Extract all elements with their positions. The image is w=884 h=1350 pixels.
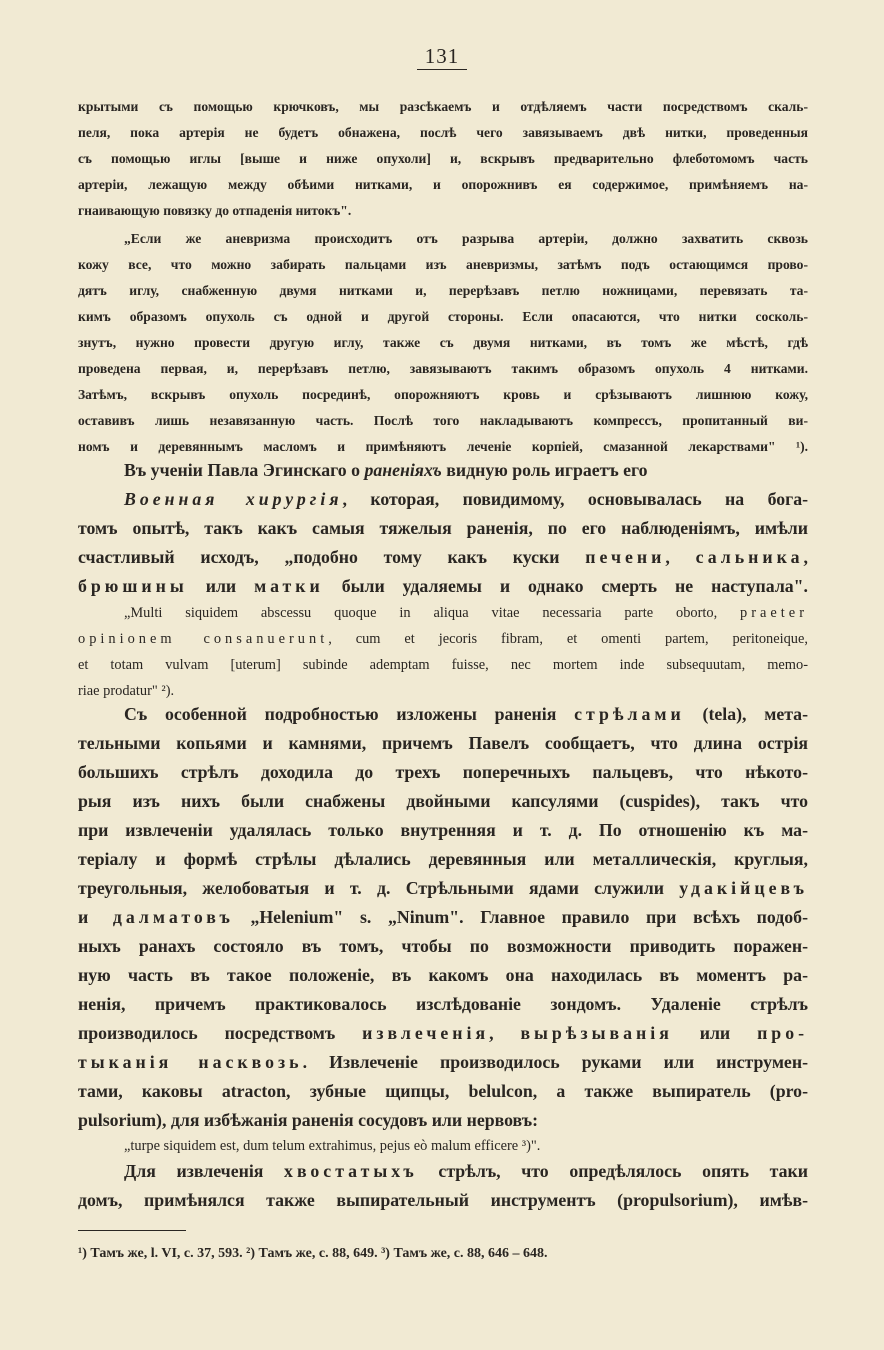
paragraph-2-line-5: знутъ, нужно провести другую иглу, также съ двумя нитками, въ томъ же мѣстѣ, гдѣ <box>78 335 808 350</box>
paragraph-2-line-8: оставивъ лишь незавязанную часть. Послѣ того накладываютъ компрессъ, пропитанный ви- <box>78 413 808 428</box>
page-number: 131 <box>0 44 884 69</box>
paragraph-5-line-13: тыканія насквозь. Извлеченіе производилось руками или инструмен- <box>78 1052 808 1072</box>
paragraph-4-line-1: „Multi siquidem abscessu quoque in aliqua vitae necessaria parte oborto, praeter <box>124 605 808 621</box>
footnotes: ¹) Тамъ же, l. VI, с. 37, 593. ²) Тамъ же, с. 88, 649. ³) Тамъ же, с. 88, 646 – 648. <box>78 1246 548 1261</box>
paragraph-3-line-2: Военная хирургія, которая, повидимому, основывалась на бога- <box>124 489 809 509</box>
paragraph-1-line-1: крытыми съ помощью крючковъ, мы разсѣкаемъ и отдѣляемъ части посредствомъ скаль- <box>78 99 808 114</box>
paragraph-2-line-3: дятъ иглу, снабженную двумя нитками и, перерѣзавъ петлю ножницами, перевязать та- <box>78 283 808 298</box>
paragraph-2-line-1: „Если же аневризма происходитъ отъ разрыва артеріи, должно захватить сквозь <box>124 231 808 246</box>
paragraph-5-line-2: тельными копьями и камнями, причемъ Павелъ сообщаетъ, что длина острія <box>78 733 808 753</box>
paragraph-3-line-3: томъ опытѣ, такъ какъ самыя тяжелыя раненія, по его наблюденіямъ, имѣли <box>78 518 808 538</box>
paragraph-5-line-8: и далматовъ „Helenium" s. „Ninum". Главное правило при всѣхъ подоб- <box>78 907 808 927</box>
paragraph-5-line-14: тами, каковы atracton, зубные щипцы, belulcon, а также выпиратель (pro- <box>78 1081 808 1101</box>
paragraph-5-line-12: производилось посредствомъ извлеченія, вырѣзыванія или про- <box>78 1023 809 1043</box>
paragraph-5-line-5: при извлеченіи удалялась только внутренняя и т. д. По отношенію къ ма- <box>78 820 808 840</box>
paragraph-1-line-5: гнаивающую повязку до отпаденія нитокъ". <box>78 203 352 218</box>
paragraph-5-line-1: Съ особенной подробностью изложены раненія стрѣлами (tela), мета- <box>124 704 808 724</box>
paragraph-5-line-3: большихъ стрѣлъ доходила до трехъ поперечныхъ пальцевъ, что нѣкото- <box>78 762 808 782</box>
paragraph-1-line-4: артеріи, лежащую между обѣими нитками, и опорожнивъ ея содержимое, примѣняемъ на- <box>78 177 808 192</box>
paragraph-5-line-4: рыя изъ нихъ были снабжены двойными капсулями (cuspides), такъ что <box>78 791 808 811</box>
paragraph-4-line-3: et totam vulvam [uterum] subinde ademptam fuisse, nec mortem inde subsequutam, memo- <box>78 657 808 673</box>
paragraph-5-line-9: ныхъ ранахъ состояло въ томъ, чтобы по возможности приводить поражен- <box>78 936 808 956</box>
footnote-divider <box>78 1230 186 1231</box>
paragraph-3-line-5: брюшины или матки были удаляемы и однако смерть не наступала". <box>78 576 808 596</box>
paragraph-5-line-15: pulsorium), для избѣжанія раненія сосудовъ или нервовъ: <box>78 1110 539 1130</box>
paragraph-6-line-1: Для извлеченія хвостатыхъ стрѣлъ, что опредѣлялось опять таки <box>124 1161 808 1181</box>
paragraph-6-line-2: домъ, примѣнялся также выпирательный инструментъ (propulsorium), имѣв- <box>78 1190 808 1210</box>
paragraph-3-line-4: счастливый исходъ, „подобно тому какъ куски печени, сальника, <box>78 547 808 567</box>
paragraph-5-line-7: треугольныя, желобоватыя и т. д. Стрѣльными ядами служили удакійцевъ <box>78 878 808 898</box>
paragraph-5-line-11: ненія, причемъ практиковалось изслѣдованіе зондомъ. Удаленіе стрѣлъ <box>78 994 808 1014</box>
paragraph-2-line-4: кимъ образомъ опухоль съ одной и другой стороны. Если опасаются, что нитки сосколь- <box>78 309 808 324</box>
paragraph-5-line-10: ную часть въ такое положеніе, въ какомъ она находилась въ моментъ ра- <box>78 965 808 985</box>
paragraph-4-line-2: opinionem consanuerunt, cum et jecoris fibram, et omenti partem, peritoneique, <box>78 631 808 647</box>
latin-quote: „turpe siquidem est, dum telum extrahimus, pejus eò malum efficere ³)". <box>124 1138 541 1154</box>
paragraph-5-line-6: теріалу и формѣ стрѣлы дѣлались деревянныя или металлическія, круглыя, <box>78 849 808 869</box>
paragraph-4-line-4: riae prodatur" ²). <box>78 683 175 699</box>
paragraph-2-line-6: проведена первая, и, перерѣзавъ петлю, завязываютъ такимъ образомъ опухоль 4 нитками. <box>78 361 808 376</box>
paragraph-1-line-3: съ помощью иглы [выше и ниже опухоли] и, вскрывъ предварительно флеботомомъ часть <box>78 151 808 166</box>
paragraph-2-line-7: Затѣмъ, вскрывъ опухоль посрединѣ, опорожняютъ кровь и срѣзываютъ лишнюю кожу, <box>78 387 808 402</box>
paragraph-1-line-2: пеля, пока артерія не будетъ обнажена, послѣ чего завязываемъ двѣ нитки, проведенныя <box>78 125 808 140</box>
paragraph-3-line-1: Въ ученіи Павла Эгинскаго о раненіяхъ видную роль играетъ его <box>124 460 648 480</box>
paragraph-2-line-2: кожу все, что можно забирать пальцами изъ аневризмы, затѣмъ подъ остающимся прово- <box>78 257 808 272</box>
paragraph-2-line-9: номъ и деревяннымъ масломъ и примѣняютъ леченіе корпіей, смазанной лекарствами" ¹). <box>78 439 808 454</box>
